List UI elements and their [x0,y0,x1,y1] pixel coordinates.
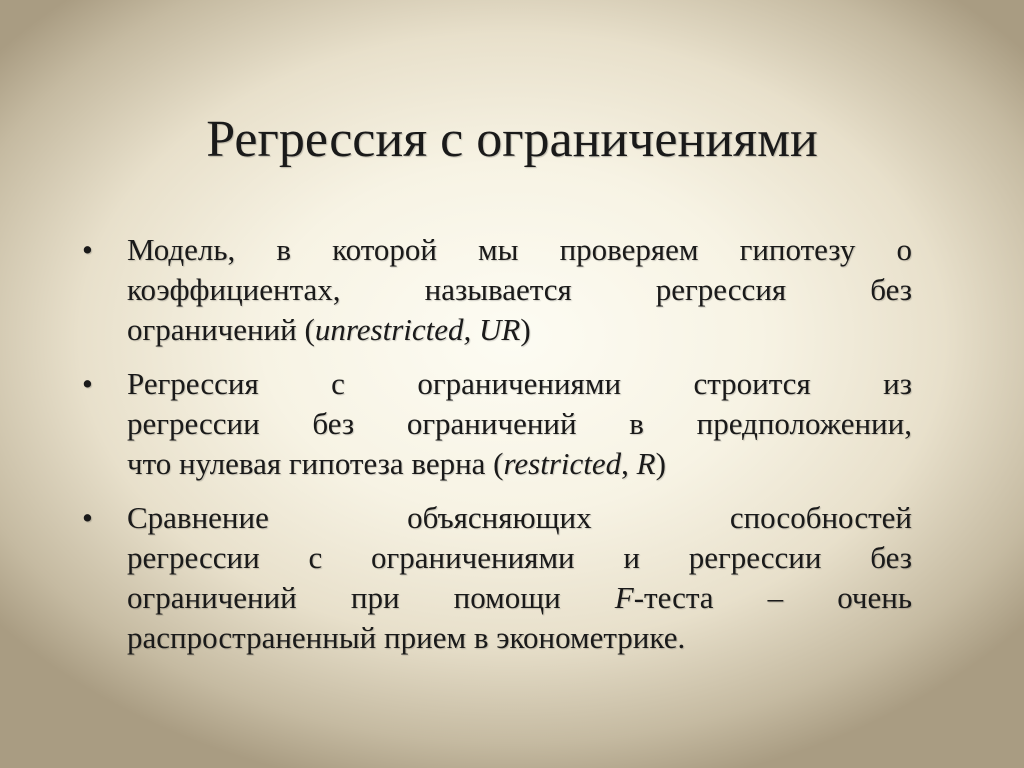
term-restricted: restricted [503,446,622,481]
bullet-line: Модель, в которой мы проверяем гипотезу о [127,232,912,267]
bullet-line: Сравнение объясняющих способностей [127,500,912,535]
term-f: F [614,580,634,615]
bullet-item [82,498,912,658]
bullet-line: регрессии без ограничений в предположении, [127,406,912,441]
slide-title: Регрессия с ограничениями [206,111,818,168]
bullet-marker: • [82,366,93,401]
bullet-marker: • [82,232,93,267]
term-unrestricted: unrestricted, UR [314,312,521,347]
bullet-line: что нулевая гипотеза верна (restricted, R) [127,446,666,481]
bullet-line: регрессии с ограничениями и регрессии без [127,540,912,575]
bullet-list [82,230,912,672]
bullet-line: коэффициентах, называется регрессия без [127,272,912,307]
bullet-line: Регрессия с ограничениями строится из [127,366,912,401]
bullet-item [82,230,912,350]
bullet-line: ограничений (unrestricted, UR) [127,312,531,347]
bullet-item [82,364,912,484]
bullet-line: распространенный прием в эконометрике. [127,620,686,655]
bullet-marker: • [82,500,93,535]
term-r: R [636,446,656,481]
bullet-line: ограничений при помощи F-теста – очень [127,580,913,615]
